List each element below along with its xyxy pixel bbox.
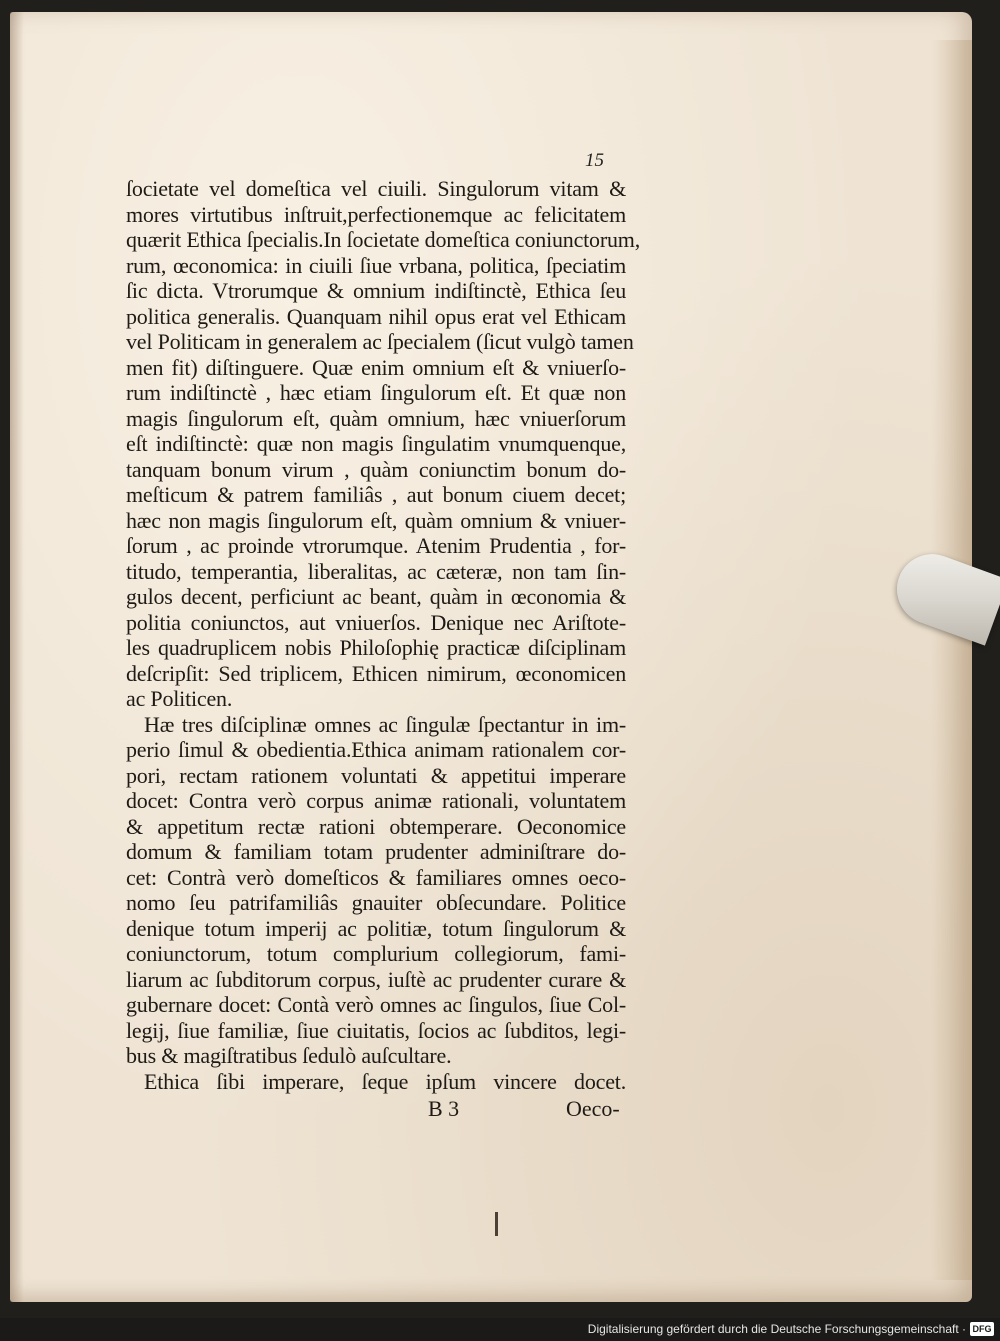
text-line: perio ſimul & obedientia.Ethica animam rationalem cor-	[126, 737, 626, 762]
text-line: ſic dicta. Vtrorumque & omnium indiſtinctè, Ethica ſeu	[126, 278, 626, 303]
footer-bar	[0, 1318, 1000, 1341]
text-line: vel Politicam in generalem ac ſpecialem (ſicut vulgò tamen	[126, 329, 634, 354]
text-line: docet: Contra verò corpus animæ rationali, voluntatem	[126, 788, 626, 813]
text-line: gubernare docet: Contà verò omnes ac ſingulos, ſiue Col-	[126, 992, 626, 1017]
text-line: nomo ſeu patrifamiliâs gnauiter obſecundare. Politice	[126, 890, 626, 915]
text-line: ſorum , ac proinde vtrorumque. Atenim Prudentia , for-	[126, 533, 626, 558]
ink-mark	[495, 1212, 498, 1236]
text-line: coniunctorum, totum complurium collegiorum, fami-	[126, 941, 626, 966]
text-line: bus & magiſtratibus ſedulò auſcultare.	[126, 1043, 452, 1068]
text-line: ac Politicen.	[126, 686, 233, 711]
text-line: denique totum imperij ac politiæ, totum ſingulorum &	[126, 915, 626, 941]
binding-edge	[10, 12, 24, 1302]
text-line: pori, rectam rationem voluntati & appetitui imperare	[126, 762, 626, 788]
text-line: tanquam bonum virum , quàm coniunctim bonum do-	[126, 456, 626, 482]
text-line: meſticum & patrem familiâs , aut bonum ciuem decet;	[126, 482, 626, 507]
text-line: hæc non magis ſingulorum eſt, quàm omnium & vniuer-	[126, 507, 626, 533]
signature-mark: B 3	[428, 1096, 460, 1121]
digitization-credit: Digitalisierung gefördert durch die Deutsche Forschungsgemeinschaft ·	[587, 1322, 966, 1336]
text-line: cet: Contrà verò domeſticos & familiares omnes oeco-	[126, 864, 626, 890]
dfg-logo: DFG	[970, 1322, 994, 1336]
page-edge-shadow	[930, 40, 972, 1280]
text-line: gulos decent, perficiunt ac beant, quàm in œconomia &	[126, 584, 626, 609]
text-line: eſt indiſtinctè: quæ non magis ſingulatim vnumquenque,	[126, 431, 626, 456]
text-line: legij, ſiue familiæ, ſiue ciuitatis, ſocios ac ſubditos, legi-	[126, 1017, 626, 1043]
text-line: rum indiſtinctè , hæc etiam ſingulorum eſt. Et quæ non	[126, 380, 626, 405]
catchword: Oeco-	[566, 1096, 620, 1121]
text-line: magis ſingulorum eſt, quàm omnium, hæc vniuerſorum	[126, 405, 626, 431]
text-line: men fit) diſtinguere. Quæ enim omnium eſt & vniuerſo-	[126, 354, 626, 380]
text-line: quærit Ethica ſpecialis.In ſocietate domeſtica coniunctorum,	[126, 227, 640, 252]
text-line: & appetitum rectæ rationi obtemperare. Oeconomice	[126, 813, 626, 839]
text-line: politica generalis. Quanquam nihil opus erat vel Ethicam	[126, 303, 626, 329]
text-line: Hæ tres diſciplinæ omnes ac ſingulæ ſpectantur in im-	[144, 711, 626, 737]
body-text	[126, 176, 640, 1094]
text-line: politia coniunctos, aut vniuerſos. Denique nec Ariſtote-	[126, 609, 626, 635]
text-line: mores virtutibus inſtruit,perfectionemque ac felicitatem	[126, 201, 626, 227]
text-line: titudo, temperantia, liberalitas, ac cæteræ, non tam ſin-	[126, 558, 626, 584]
text-line: rum, œconomica: in ciuili ſiue vrbana, politica, ſpeciatim	[126, 252, 626, 278]
text-line: domum & familiam totam prudenter adminiſtrare do-	[126, 839, 626, 864]
text-line: les quadruplicem nobis Philoſophię practicæ diſciplinam	[126, 635, 626, 660]
text-line: Ethica ſibi imperare, ſeque ipſum vincere docet.	[144, 1068, 626, 1094]
text-line: ſocietate vel domeſtica vel ciuili. Singulorum vitam &	[126, 176, 626, 201]
page-number: 15	[585, 150, 604, 171]
text-line: deſcripſit: Sed triplicem, Ethicen nimirum, œconomicen	[126, 660, 626, 686]
text-line: liarum ac ſubditorum corpus, iuſtè ac prudenter curare &	[126, 966, 626, 992]
